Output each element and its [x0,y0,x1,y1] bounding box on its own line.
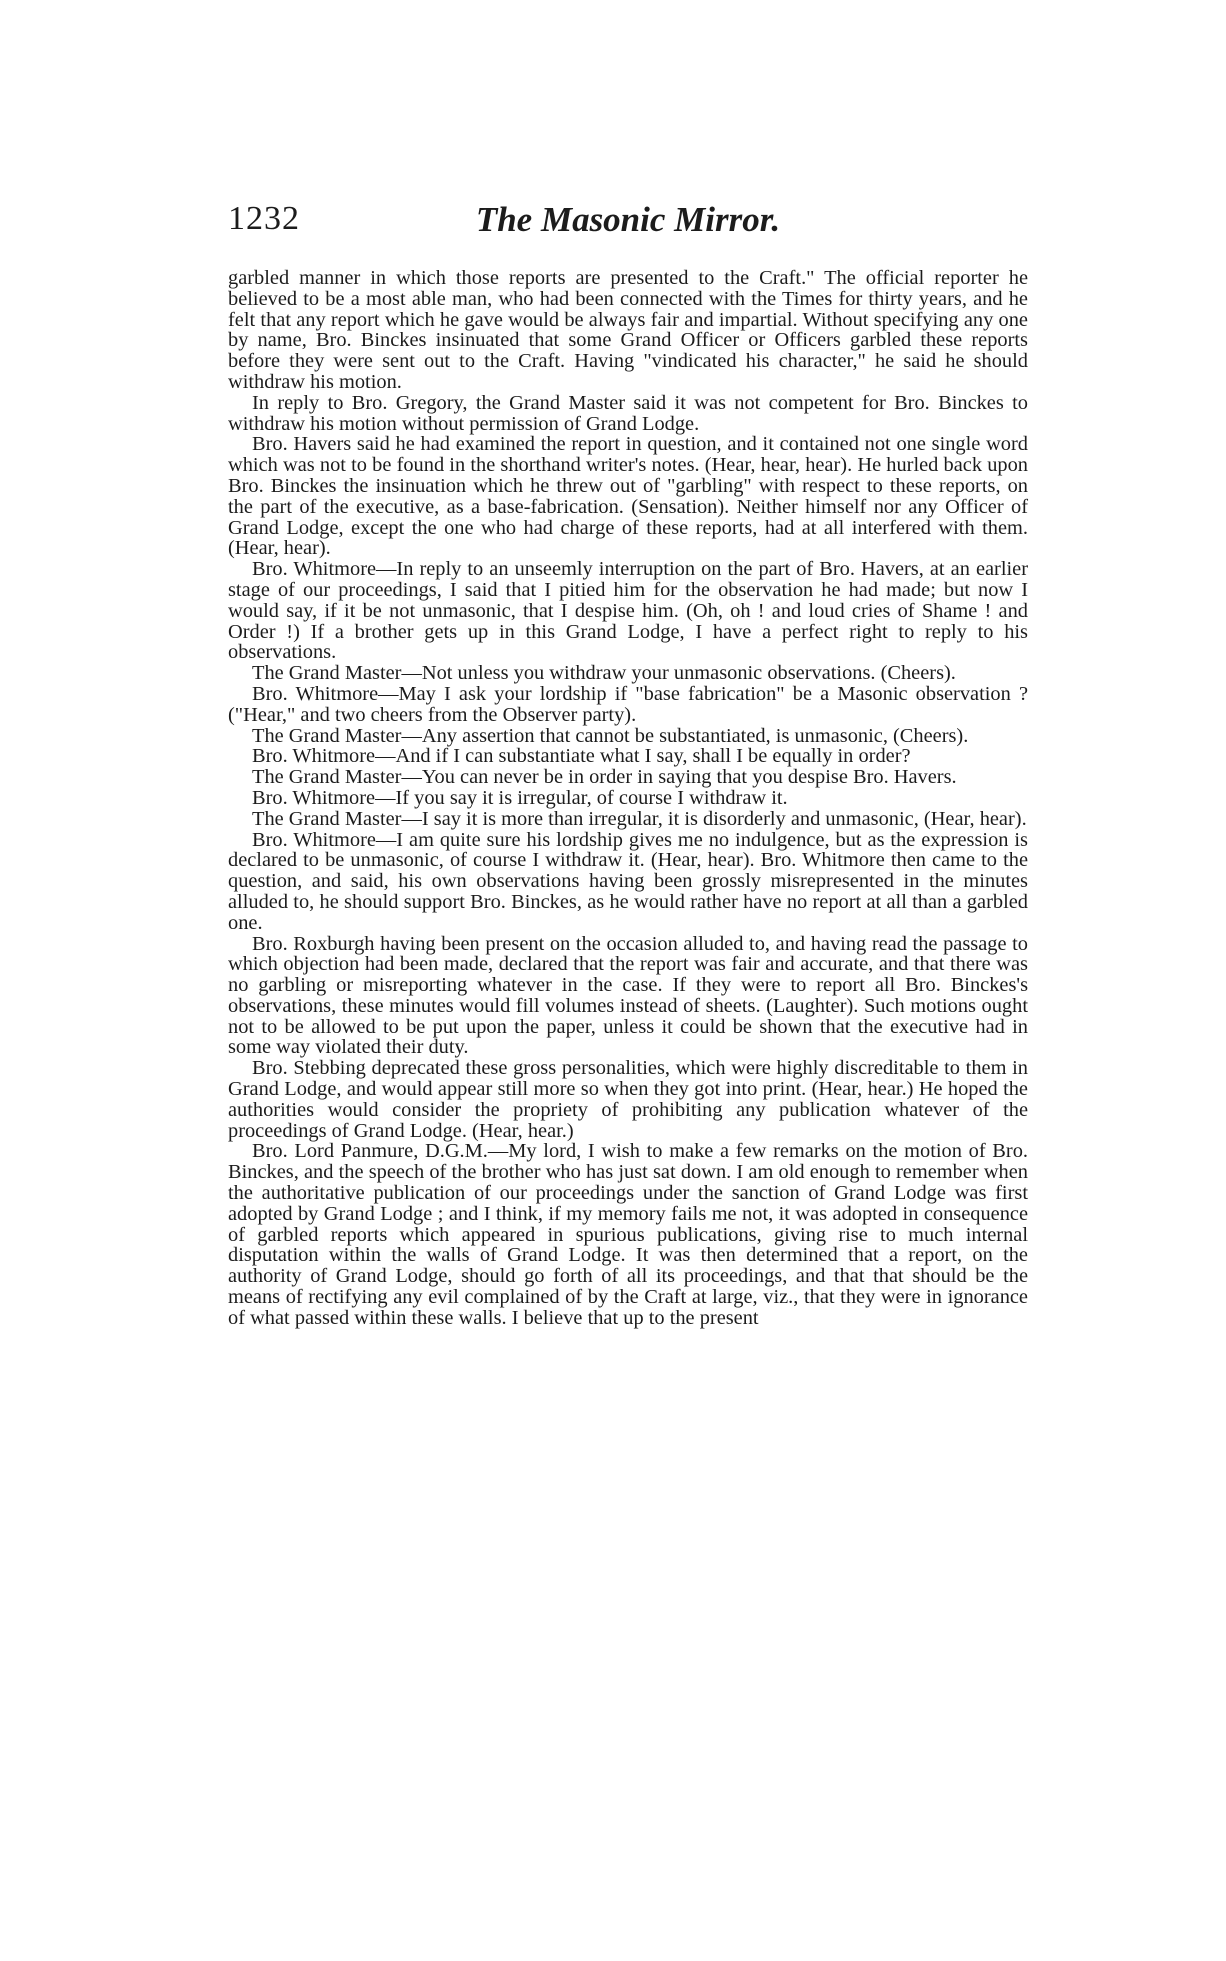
paragraph: The Grand Master—You can never be in order in saying that you despise Bro. Havers. [252,766,957,789]
paragraph: Bro. Whitmore—May I ask your lordship if "base fabrication" be a Masonic observation ? ("Hear," and two cheers from the Observer party). [228,682,1028,726]
paragraph: Bro. Stebbing deprecated these gross personalities, which were highly discreditable to them in Grand Lodge, and would appear still more so when they got into print. (Hear, hear.) He hoped the authorities would consider the propriety of prohibiting any publication whatever of the proceedings of Grand Lodge. (Hear, hear.) [228,1057,1028,1142]
paragraph: Bro. Lord Panmure, D.G.M.—My lord, I wish to make a few remarks on the motion of Bro. Binckes, and the speech of the brother who has just sat down. I am old enough to remember when the authoritative publication of our proceedings under the sanction of Grand Lodge was first adopted by Grand Lodge ; and I think, if my memory fails me not, it was adopted in consequence of garbled reports which appeared in spurious publications, giving rise to much internal disputation within the walls of Grand Lodge. It was then determined that a report, on the authority of Grand Lodge, should go forth of all its proceedings, and that that should be the means of rectifying any evil complained of by the Craft at large, viz., that they were in ignorance of what passed within these walls. I believe that up to the present [228,1140,1028,1329]
paragraph: The Grand Master—I say it is more than irregular, it is disorderly and unmasonic, (Hear, hear). [252,807,1027,830]
page-header [228,200,1028,244]
page-number: 1232 [228,200,300,237]
paragraph: Bro. Whitmore—In reply to an unseemly interruption on the part of Bro. Havers, at an earlier stage of our proceedings, I said that I pitied him for the observation he had made; but now I would say, if it be not unmasonic, that I despise him. (Oh, oh ! and loud cries of Shame ! and Order !) If a brother gets up in this Grand Lodge, I have a perfect right to reply to his observations. [228,558,1028,664]
paragraph: The Grand Master—Not unless you withdraw your unmasonic observations. (Cheers). [252,662,956,685]
paragraph: Bro. Whitmore—If you say it is irregular, of course I withdraw it. [252,786,788,809]
paragraph-continuation: garbled manner in which those reports are presented to the Craft." The official reporter he believed to be a most able man, who had been connected with the Times for thirty years, and he felt that any report which he gave would be always fair and impartial. Without specifying any one by name, Bro. Binckes insinuated that some Grand Officer or Officers garbled these reports before they were sent out to the Craft. Having "vindicated his character," he said he should withdraw his motion. [228,267,1028,393]
paragraph: Bro. Whitmore—And if I can substantiate what I say, shall I be equally in order? [252,745,911,768]
paragraph: Bro. Havers said he had examined the report in question, and it contained not one single word which was not to be found in the shorthand writer's notes. (Hear, hear, hear). He hurled back upon Bro. Binckes the insinuation which he threw out of "garbling" with respect to these reports, on the part of the executive, as a base-fabrication. (Sensation). Neither himself nor any Officer of Grand Lodge, except the one who had charge of these reports, had at all interfered with them. (Hear, hear). [228,433,1028,560]
paragraph: In reply to Bro. Gregory, the Grand Master said it was not competent for Bro. Binckes to withdraw his motion without permission of Grand Lodge. [228,391,1028,435]
running-title: The Masonic Mirror. [475,200,781,239]
paragraph: Bro. Roxburgh having been present on the occasion alluded to, and having read the passage to which objection had been made, declared that the report was fair and accurate, and that there was no garbling or misreporting whatever in the case. If they were to report all Bro. Binckes's observations, these minutes would fill volumes instead of sheets. (Laughter). Such motions ought not to be allowed to be put upon the paper, unless it could be shown that the executive had in some way violated their duty. [228,932,1028,1059]
paragraph: The Grand Master—Any assertion that cannot be substantiated, is unmasonic, (Cheers). [252,724,969,747]
paragraph: Bro. Whitmore—I am quite sure his lordship gives me no indulgence, but as the expression is declared to be unmasonic, of course I withdraw it. (Hear, hear). Bro. Whitmore then came to the question, and said, his own observations having been grossly misrepresented in the minutes alluded to, he should support Bro. Binckes, as he would rather have no report at all than a garbled one. [228,828,1028,934]
article-body [228,268,1028,1329]
